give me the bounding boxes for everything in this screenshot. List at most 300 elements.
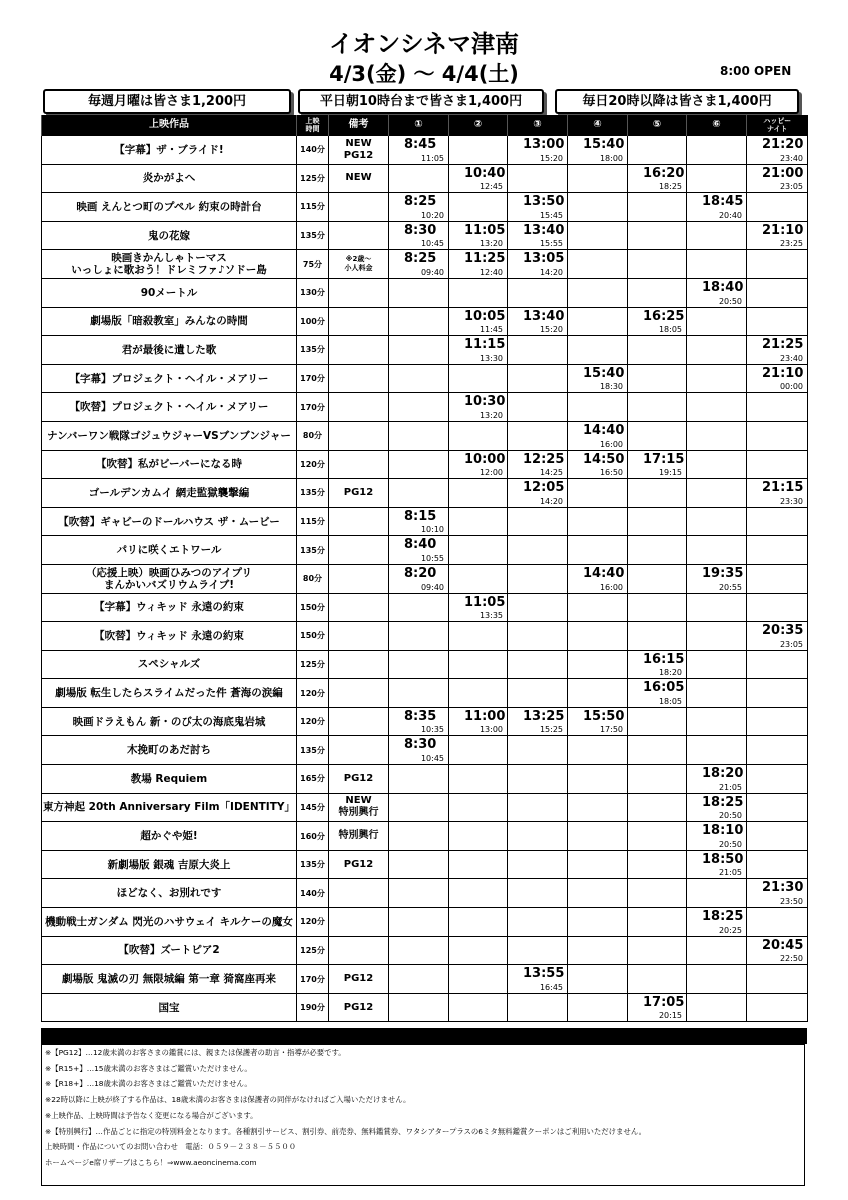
end-time: 13:00 bbox=[479, 725, 503, 735]
showtime-cell[interactable] bbox=[747, 364, 808, 393]
empty-cell bbox=[508, 507, 568, 536]
empty-cell bbox=[508, 850, 568, 879]
film-note: PG12 bbox=[329, 965, 389, 994]
showtime-cell[interactable] bbox=[449, 164, 508, 193]
showtime-cell[interactable] bbox=[628, 450, 687, 479]
end-time: 14:20 bbox=[539, 267, 563, 277]
film-duration: 135分 bbox=[297, 479, 329, 508]
film-note bbox=[329, 307, 389, 336]
empty-cell bbox=[687, 993, 747, 1022]
showtime-cell[interactable] bbox=[389, 736, 449, 765]
showtime-cell[interactable] bbox=[747, 136, 808, 165]
showtime-cell[interactable] bbox=[687, 850, 747, 879]
end-time: 22:50 bbox=[779, 954, 803, 964]
film-note: 特別興行 bbox=[329, 822, 389, 851]
showtime-cell[interactable] bbox=[389, 536, 449, 565]
film-duration: 140分 bbox=[297, 136, 329, 165]
showtime-cell[interactable] bbox=[747, 221, 808, 250]
notes-box bbox=[41, 1044, 805, 1186]
empty-cell bbox=[687, 421, 747, 450]
film-note: NEW 特別興行 bbox=[329, 793, 389, 822]
showtime-cell[interactable] bbox=[628, 679, 687, 708]
showtime-cell[interactable] bbox=[687, 564, 747, 593]
empty-cell bbox=[747, 564, 808, 593]
showtime-cell[interactable] bbox=[449, 707, 508, 736]
film-duration: 100分 bbox=[297, 307, 329, 336]
showtime-cell[interactable] bbox=[747, 622, 808, 651]
empty-cell bbox=[389, 765, 449, 794]
empty-cell bbox=[508, 822, 568, 851]
empty-cell bbox=[508, 421, 568, 450]
table-row bbox=[42, 679, 808, 708]
start-time: 19:35 bbox=[702, 565, 744, 581]
film-duration: 115分 bbox=[297, 193, 329, 222]
table-row bbox=[42, 250, 808, 279]
empty-cell bbox=[568, 793, 628, 822]
showtime-cell[interactable] bbox=[449, 393, 508, 422]
start-time: 15:40 bbox=[583, 365, 625, 381]
table-row bbox=[42, 908, 808, 937]
empty-cell bbox=[389, 164, 449, 193]
start-time: 20:45 bbox=[762, 937, 804, 953]
showtime-cell[interactable] bbox=[449, 221, 508, 250]
start-time: 8:25 bbox=[404, 251, 437, 267]
empty-cell bbox=[449, 765, 508, 794]
end-time: 20:25 bbox=[718, 925, 742, 935]
film-title: 新劇場版 銀魂 吉原大炎上 bbox=[42, 850, 297, 879]
showtime-cell[interactable] bbox=[389, 193, 449, 222]
film-note bbox=[329, 221, 389, 250]
header-screen-4: ④ bbox=[568, 115, 628, 136]
header-screen-5: ⑤ bbox=[628, 115, 687, 136]
empty-cell bbox=[628, 507, 687, 536]
end-time: 14:20 bbox=[539, 496, 563, 506]
showtime-cell[interactable] bbox=[508, 450, 568, 479]
film-title: 【吹替】ウィキッド 永遠の約束 bbox=[42, 622, 297, 651]
end-time: 18:25 bbox=[658, 182, 682, 192]
header-screen-1: ① bbox=[389, 115, 449, 136]
start-time: 21:15 bbox=[762, 480, 804, 496]
empty-cell bbox=[389, 336, 449, 365]
showtime-cell[interactable] bbox=[568, 364, 628, 393]
table-row bbox=[42, 507, 808, 536]
showtime-cell[interactable] bbox=[508, 193, 568, 222]
start-time: 18:50 bbox=[702, 851, 744, 867]
film-note bbox=[329, 679, 389, 708]
table-row bbox=[42, 307, 808, 336]
empty-cell bbox=[628, 136, 687, 165]
end-time: 19:15 bbox=[658, 468, 682, 478]
film-title: 劇場版 鬼滅の刃 無限城編 第一章 猗窩座再来 bbox=[42, 965, 297, 994]
showtime-cell[interactable] bbox=[568, 564, 628, 593]
film-title: 機動戦士ガンダム 閃光のハサウェイ キルケーの魔女 bbox=[42, 908, 297, 937]
start-time: 12:05 bbox=[523, 480, 565, 496]
empty-cell bbox=[449, 908, 508, 937]
film-title: ゴールデンカムイ 網走監獄襲撃編 bbox=[42, 479, 297, 508]
end-time: 12:45 bbox=[479, 182, 503, 192]
header-screen-2: ② bbox=[449, 115, 508, 136]
empty-cell bbox=[449, 564, 508, 593]
film-duration: 125分 bbox=[297, 650, 329, 679]
end-time: 13:30 bbox=[479, 353, 503, 363]
start-time: 11:25 bbox=[464, 251, 506, 267]
empty-cell bbox=[508, 564, 568, 593]
showtime-cell[interactable] bbox=[449, 336, 508, 365]
empty-cell bbox=[508, 622, 568, 651]
empty-cell bbox=[628, 193, 687, 222]
film-note bbox=[329, 421, 389, 450]
empty-cell bbox=[747, 707, 808, 736]
start-time: 21:00 bbox=[762, 165, 804, 181]
film-title: 映画 えんとつ町のプペル 約束の時計台 bbox=[42, 193, 297, 222]
note-line: 上映時間・作品についてのお問い合わせ 電話：０５９－２３８－５５００ bbox=[45, 1142, 297, 1152]
table-row bbox=[42, 936, 808, 965]
film-title: 【字幕】プロジェクト・ヘイル・メアリー bbox=[42, 364, 297, 393]
empty-cell bbox=[508, 679, 568, 708]
empty-cell bbox=[449, 193, 508, 222]
end-time: 18:30 bbox=[599, 382, 623, 392]
showtime-cell[interactable] bbox=[389, 136, 449, 165]
film-title: 【吹替】私がビーバーになる時 bbox=[42, 450, 297, 479]
empty-cell bbox=[628, 250, 687, 279]
end-time: 13:20 bbox=[479, 410, 503, 420]
note-line: ホームページe席リザーブはこちら！⇒www.aeoncinema.com bbox=[45, 1157, 257, 1167]
start-time: 18:25 bbox=[702, 909, 744, 925]
start-time: 21:10 bbox=[762, 222, 804, 238]
start-time: 8:25 bbox=[404, 194, 437, 210]
end-time: 20:50 bbox=[718, 811, 742, 821]
empty-cell bbox=[508, 908, 568, 937]
empty-cell bbox=[747, 536, 808, 565]
empty-cell bbox=[747, 278, 808, 307]
start-time: 18:10 bbox=[702, 823, 744, 839]
start-time: 13:40 bbox=[523, 222, 565, 238]
showtime-cell[interactable] bbox=[628, 650, 687, 679]
start-time: 16:15 bbox=[643, 651, 685, 667]
table-row bbox=[42, 593, 808, 622]
start-time: 8:45 bbox=[404, 137, 437, 152]
film-duration: 160分 bbox=[297, 822, 329, 851]
film-title: 木挽町のあだ討ち bbox=[42, 736, 297, 765]
empty-cell bbox=[449, 993, 508, 1022]
start-time: 13:00 bbox=[523, 137, 565, 152]
empty-cell bbox=[389, 307, 449, 336]
showtime-cell[interactable] bbox=[508, 965, 568, 994]
page-title: イオンシネマ津南 bbox=[329, 30, 519, 58]
end-time: 23:40 bbox=[779, 353, 803, 363]
empty-cell bbox=[389, 850, 449, 879]
start-time: 8:35 bbox=[404, 708, 437, 724]
start-time: 14:40 bbox=[583, 565, 625, 581]
film-duration: 170分 bbox=[297, 393, 329, 422]
empty-cell bbox=[747, 765, 808, 794]
showtime-cell[interactable] bbox=[747, 879, 808, 908]
showtime-cell[interactable] bbox=[508, 250, 568, 279]
film-title: 劇場版「暗殺教室」みんなの時間 bbox=[42, 307, 297, 336]
end-time: 15:20 bbox=[539, 325, 563, 335]
empty-cell bbox=[687, 479, 747, 508]
empty-cell bbox=[628, 364, 687, 393]
end-time: 15:25 bbox=[539, 725, 563, 735]
empty-cell bbox=[687, 364, 747, 393]
end-time: 16:50 bbox=[599, 468, 623, 478]
empty-cell bbox=[389, 679, 449, 708]
empty-cell bbox=[508, 536, 568, 565]
table-row bbox=[42, 965, 808, 994]
film-title: 映画きかんしゃトーマス いっしょに歌おう！ドレミファ♪ソドー島 bbox=[42, 250, 297, 279]
empty-cell bbox=[508, 765, 568, 794]
start-time: 13:40 bbox=[523, 308, 565, 324]
film-duration: 120分 bbox=[297, 707, 329, 736]
empty-cell bbox=[687, 650, 747, 679]
end-time: 18:05 bbox=[658, 696, 682, 706]
empty-cell bbox=[628, 479, 687, 508]
header-happy-night: ハッピー ナイト bbox=[747, 115, 808, 136]
end-time: 10:10 bbox=[420, 525, 444, 535]
header-note: 備考 bbox=[329, 115, 389, 136]
table-row bbox=[42, 736, 808, 765]
start-time: 13:55 bbox=[523, 966, 565, 982]
empty-cell bbox=[687, 507, 747, 536]
end-time: 11:45 bbox=[479, 325, 503, 335]
end-time: 21:05 bbox=[718, 782, 742, 792]
empty-cell bbox=[747, 650, 808, 679]
end-time: 20:40 bbox=[718, 210, 742, 220]
film-note: ※2歳～ 小人料金 bbox=[329, 250, 389, 279]
showtime-cell[interactable] bbox=[747, 336, 808, 365]
table-row bbox=[42, 164, 808, 193]
showtime-cell[interactable] bbox=[628, 993, 687, 1022]
table-row bbox=[42, 393, 808, 422]
film-note bbox=[329, 393, 389, 422]
empty-cell bbox=[449, 965, 508, 994]
empty-cell bbox=[747, 679, 808, 708]
empty-cell bbox=[747, 421, 808, 450]
showtime-cell[interactable] bbox=[687, 822, 747, 851]
start-time: 14:50 bbox=[583, 451, 625, 467]
empty-cell bbox=[747, 393, 808, 422]
film-duration: 120分 bbox=[297, 679, 329, 708]
empty-cell bbox=[628, 965, 687, 994]
end-time: 23:05 bbox=[779, 182, 803, 192]
empty-cell bbox=[747, 450, 808, 479]
empty-cell bbox=[449, 822, 508, 851]
showtime-cell[interactable] bbox=[389, 564, 449, 593]
film-note bbox=[329, 364, 389, 393]
film-title: 【字幕】ザ・ブライド! bbox=[42, 136, 297, 165]
empty-cell bbox=[508, 793, 568, 822]
empty-cell bbox=[568, 393, 628, 422]
showtime-cell[interactable] bbox=[628, 164, 687, 193]
table-row bbox=[42, 850, 808, 879]
showtime-cell[interactable] bbox=[687, 793, 747, 822]
banner-monday-price: 毎週月曜は皆さま1,200円 bbox=[43, 89, 291, 114]
film-duration: 130分 bbox=[297, 278, 329, 307]
end-time: 23:30 bbox=[779, 496, 803, 506]
start-time: 13:50 bbox=[523, 194, 565, 210]
film-title: 90メートル bbox=[42, 278, 297, 307]
empty-cell bbox=[628, 278, 687, 307]
film-duration: 140分 bbox=[297, 879, 329, 908]
start-time: 10:00 bbox=[464, 451, 506, 467]
empty-cell bbox=[449, 793, 508, 822]
end-time: 20:50 bbox=[718, 296, 742, 306]
end-time: 15:20 bbox=[539, 153, 563, 163]
end-time: 23:25 bbox=[779, 239, 803, 249]
film-note bbox=[329, 336, 389, 365]
empty-cell bbox=[687, 622, 747, 651]
film-title: 超かぐや姫! bbox=[42, 822, 297, 851]
film-note bbox=[329, 736, 389, 765]
film-title: スペシャルズ bbox=[42, 650, 297, 679]
end-time: 13:20 bbox=[479, 239, 503, 249]
start-time: 8:30 bbox=[404, 222, 437, 238]
empty-cell bbox=[568, 278, 628, 307]
note-line: ※上映作品、上映時間は予告なく変更になる場合がございます。 bbox=[45, 1110, 258, 1120]
empty-cell bbox=[389, 822, 449, 851]
film-duration: 170分 bbox=[297, 364, 329, 393]
empty-cell bbox=[389, 278, 449, 307]
empty-cell bbox=[449, 479, 508, 508]
empty-cell bbox=[687, 136, 747, 165]
showtime-cell[interactable] bbox=[389, 221, 449, 250]
header-screen-6: ⑥ bbox=[687, 115, 747, 136]
end-time: 20:50 bbox=[718, 839, 742, 849]
empty-cell bbox=[628, 736, 687, 765]
end-time: 10:45 bbox=[420, 239, 444, 249]
empty-cell bbox=[687, 307, 747, 336]
table-row bbox=[42, 336, 808, 365]
empty-cell bbox=[389, 993, 449, 1022]
film-title: 【吹替】ズートピア2 bbox=[42, 936, 297, 965]
film-duration: 75分 bbox=[297, 250, 329, 279]
empty-cell bbox=[389, 879, 449, 908]
showtime-cell[interactable] bbox=[389, 250, 449, 279]
table-row bbox=[42, 221, 808, 250]
note-line: ※【特別興行】…作品ごとに指定の特別料金となります。各種割引サービス、割引券、前売券、無料鑑賞券、ワタシアタープラスの6ミタ無料鑑賞クーポンはご利用いただけません。 bbox=[45, 1126, 647, 1136]
empty-cell bbox=[449, 507, 508, 536]
empty-cell bbox=[568, 650, 628, 679]
film-title: 【吹替】プロジェクト・ヘイル・メアリー bbox=[42, 393, 297, 422]
empty-cell bbox=[687, 336, 747, 365]
film-note: PG12 bbox=[329, 479, 389, 508]
empty-cell bbox=[389, 908, 449, 937]
table-row bbox=[42, 793, 808, 822]
film-title: 【字幕】ウィキッド 永遠の約束 bbox=[42, 593, 297, 622]
film-note bbox=[329, 622, 389, 651]
empty-cell bbox=[628, 765, 687, 794]
showtime-cell[interactable] bbox=[568, 450, 628, 479]
showtime-cell[interactable] bbox=[508, 136, 568, 165]
empty-cell bbox=[628, 936, 687, 965]
film-note: PG12 bbox=[329, 765, 389, 794]
empty-cell bbox=[389, 364, 449, 393]
showtime-cell[interactable] bbox=[389, 707, 449, 736]
table-row bbox=[42, 479, 808, 508]
empty-cell bbox=[449, 679, 508, 708]
showtime-cell[interactable] bbox=[449, 307, 508, 336]
end-time: 16:00 bbox=[599, 439, 623, 449]
showtime-cell[interactable] bbox=[389, 507, 449, 536]
note-line: ※【PG12】…12歳未満のお客さまの鑑賞には、親または保護者の助言・指導が必要です。 bbox=[45, 1048, 346, 1057]
showtime-cell[interactable] bbox=[449, 250, 508, 279]
empty-cell bbox=[687, 736, 747, 765]
showtime-cell[interactable] bbox=[747, 479, 808, 508]
empty-cell bbox=[568, 479, 628, 508]
film-note bbox=[329, 507, 389, 536]
showtime-cell[interactable] bbox=[747, 164, 808, 193]
empty-cell bbox=[747, 965, 808, 994]
showtime-cell[interactable] bbox=[747, 936, 808, 965]
schedule-table bbox=[41, 115, 807, 1022]
start-time: 16:20 bbox=[643, 165, 685, 181]
showtime-cell[interactable] bbox=[568, 707, 628, 736]
table-row bbox=[42, 278, 808, 307]
table-row bbox=[42, 364, 808, 393]
start-time: 12:25 bbox=[523, 451, 565, 467]
start-time: 17:05 bbox=[643, 994, 685, 1010]
table-header bbox=[42, 115, 808, 136]
showtime-cell[interactable] bbox=[449, 450, 508, 479]
film-duration: 135分 bbox=[297, 536, 329, 565]
start-time: 16:05 bbox=[643, 680, 685, 696]
film-duration: 125分 bbox=[297, 164, 329, 193]
film-title: 鬼の花嫁 bbox=[42, 221, 297, 250]
table-row bbox=[42, 650, 808, 679]
showtime-cell[interactable] bbox=[568, 136, 628, 165]
showtime-cell[interactable] bbox=[687, 765, 747, 794]
showtime-cell[interactable] bbox=[687, 908, 747, 937]
showtime-cell[interactable] bbox=[508, 707, 568, 736]
empty-cell bbox=[687, 679, 747, 708]
empty-cell bbox=[389, 393, 449, 422]
end-time: 10:20 bbox=[420, 210, 444, 220]
showtime-cell[interactable] bbox=[687, 278, 747, 307]
end-time: 20:15 bbox=[658, 1011, 682, 1021]
empty-cell bbox=[508, 879, 568, 908]
empty-cell bbox=[449, 536, 508, 565]
end-time: 11:05 bbox=[420, 153, 444, 163]
film-title: 東方神起 20th Anniversary Film「IDENTITY」 bbox=[42, 793, 297, 822]
start-time: 8:15 bbox=[404, 508, 437, 524]
showtime-cell[interactable] bbox=[628, 307, 687, 336]
empty-cell bbox=[628, 593, 687, 622]
empty-cell bbox=[687, 450, 747, 479]
film-duration: 150分 bbox=[297, 593, 329, 622]
empty-cell bbox=[687, 536, 747, 565]
film-duration: 145分 bbox=[297, 793, 329, 822]
film-title: 劇場版 転生したらスライムだった件 蒼海の涙編 bbox=[42, 679, 297, 708]
showtime-cell[interactable] bbox=[508, 221, 568, 250]
start-time: 17:15 bbox=[643, 451, 685, 467]
showtime-cell[interactable] bbox=[508, 307, 568, 336]
start-time: 11:05 bbox=[464, 222, 506, 238]
showtime-cell[interactable] bbox=[568, 421, 628, 450]
start-time: 13:05 bbox=[523, 251, 565, 267]
empty-cell bbox=[568, 908, 628, 937]
showtime-cell[interactable] bbox=[508, 479, 568, 508]
start-time: 18:40 bbox=[702, 279, 744, 295]
end-time: 09:40 bbox=[420, 267, 444, 277]
empty-cell bbox=[389, 936, 449, 965]
start-time: 21:25 bbox=[762, 337, 804, 353]
empty-cell bbox=[687, 250, 747, 279]
showtime-cell[interactable] bbox=[687, 193, 747, 222]
showtime-cell[interactable] bbox=[449, 593, 508, 622]
table-row bbox=[42, 450, 808, 479]
empty-cell bbox=[568, 822, 628, 851]
empty-cell bbox=[568, 736, 628, 765]
